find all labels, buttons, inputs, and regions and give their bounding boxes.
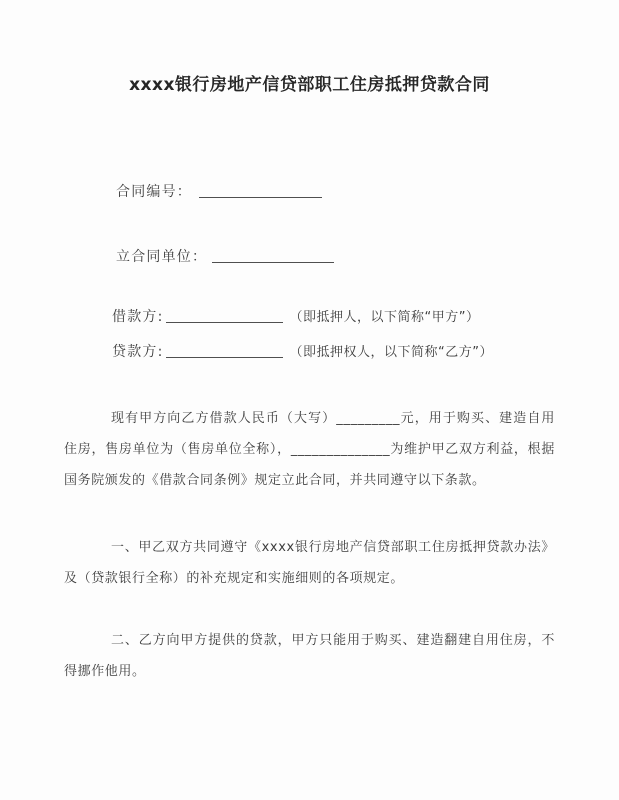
contract-parties-row [64,248,555,266]
contract-number-blank[interactable] [199,184,322,198]
borrower-row [64,308,555,327]
contract-parties-label: 立合同单位： [116,249,208,265]
borrower-label: 借款方: [112,309,164,325]
lender-label: 贷款方: [112,344,164,360]
document-title: xxxx银行房地产信贷部职工住房抵押贷款合同 [129,75,490,95]
contract-number-label: 合同编号： [116,184,192,200]
borrower-note: （即抵押人，以下简称“甲方”） [289,310,480,325]
contract-parties-blank[interactable] [212,249,334,263]
clause-1-paragraph: 一、甲乙双方共同遵守《xxxx银行房地产信贷部职工住房抵押贷款办法》及（贷款银行全称）的补充规定和实施细则的各项规定。 [64,540,555,586]
borrower-blank[interactable] [166,309,283,323]
contract-number-row [64,183,555,201]
lender-note: （即抵押权人，以下简称“乙方”） [289,345,494,360]
clause-2-paragraph: 二、乙方向甲方提供的贷款，甲方只能用于购买、建造翻建自用住房，不得挪作他用。 [64,633,555,679]
lender-blank[interactable] [166,344,283,358]
preamble-paragraph: 现有甲方向乙方借款人民币（大写）_________元，用于购买、建造自用住房，售房单位为（售房单位全称），______________为维护甲乙双方利益，根据国务院颁发的《借款合同条例》规定立此合同，并共同遵守以下条款。 [64,411,555,488]
lender-row [64,343,555,362]
